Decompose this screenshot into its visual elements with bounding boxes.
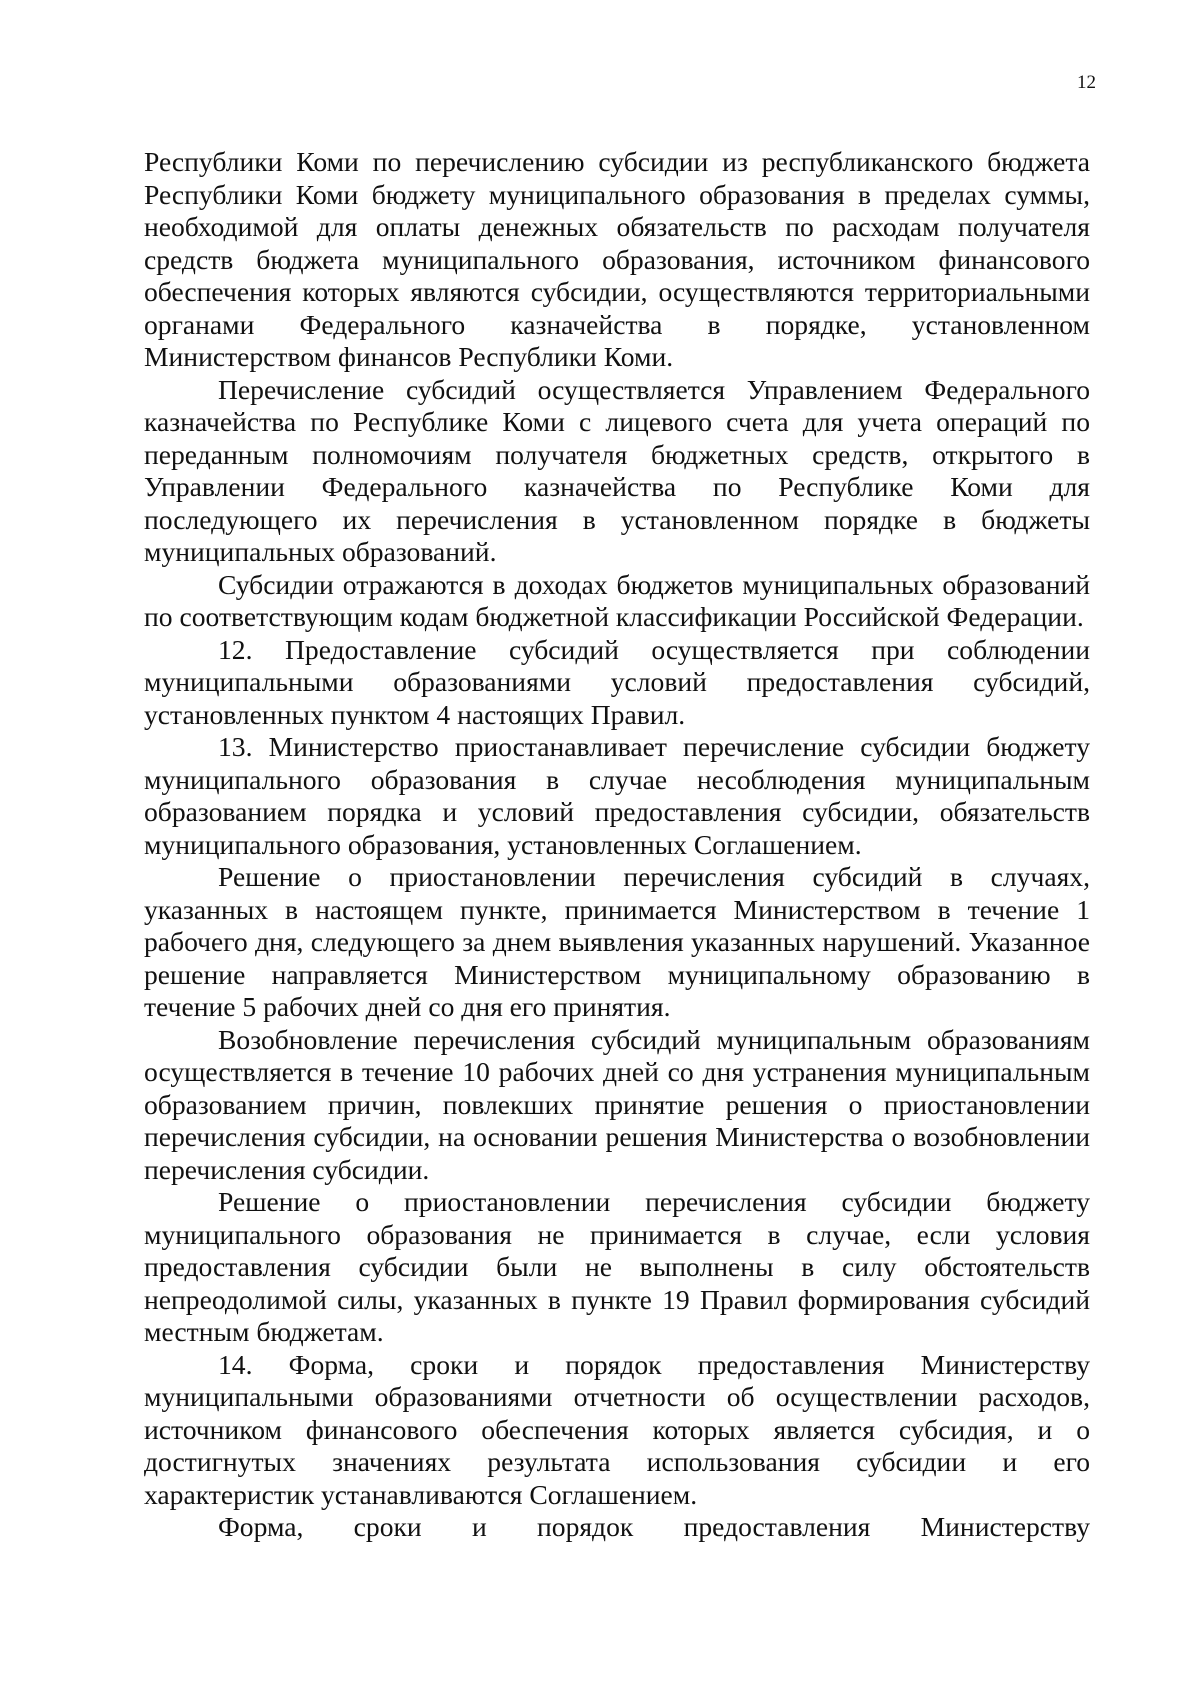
page-number: 12 bbox=[1077, 72, 1096, 93]
paragraph-item-12: 12. Предоставление субсидий осуществляется при соблюдении муниципальными образованиями условий предоставления субсидий, установленных пунктом 4 настоящих Правил. bbox=[144, 633, 1090, 730]
paragraph-resumption: Возобновление перечисления субсидий муниципальным образованиям осуществляется в течение 10 рабочих дней со дня устранения муниципальным образованием причин, повлекших принятие решения о приостановлении перечисления субсидии, на основании решения Министерства о возобновлении перечисления субсидии. bbox=[144, 1023, 1090, 1185]
paragraph-force-majeure: Решение о приостановлении перечисления субсидии бюджету муниципального образования не принимается в случае, если условия предоставления субсидии были не выполнены в силу обстоятельств непреодолимой силы, указанных в пункте 19 Правил формирования субсидий местным бюджетам. bbox=[144, 1186, 1090, 1347]
paragraph-item-13: 13. Министерство приостанавливает перечисление субсидии бюджету муниципального образования в случае несоблюдения муниципальным образованием порядка и условий предоставления субсидии, обязательств муниципального образования, установленных Соглашением. bbox=[144, 731, 1090, 860]
document-body bbox=[144, 146, 1090, 1544]
paragraph-transfer-procedure: Перечисление субсидий осуществляется Управлением Федерального казначейства по Республике Коми с лицевого счета для учета операций по переданным полномочиям получателя бюджетных средств, открытого в Управлении Федерального казначейства по Республике Коми для последующего их перечисления в установленном порядке в бюджеты муниципальных образований. bbox=[144, 373, 1090, 567]
paragraph-item-14: 14. Форма, сроки и порядок предоставления Министерству муниципальными образованиями отчетности об осуществлении расходов, источником финансового обеспечения которых является субсидия, и о достигнутых значениях результата использования субсидии и его характеристик устанавливаются Соглашением. bbox=[144, 1348, 1090, 1510]
paragraph-continuation: Республики Коми по перечислению субсидии из республиканского бюджета Республики Коми бюджету муниципального образования в пределах суммы, необходимой для оплаты денежных обязательств по расходам получателя средств бюджета муниципального образования, источником финансового обеспечения которых являются субсидии, осуществляются территориальными органами Федерального казначейства в порядке, установленном Министерством финансов Республики Коми. bbox=[144, 146, 1090, 372]
paragraph-income-reflection: Субсидии отражаются в доходах бюджетов муниципальных образований по соответствующим кодам бюджетной классификации Российской Федерации. bbox=[144, 568, 1090, 632]
paragraph-reporting-form: Форма, сроки и порядок предоставления Министерству bbox=[218, 1511, 1090, 1542]
paragraph-suspension-decision: Решение о приостановлении перечисления субсидий в случаях, указанных в настоящем пункте, принимается Министерством в течение 1 рабочего дня, следующего за днем выявления указанных нарушений. Указанное решение направляется Министерством муниципальному образованию в течение 5 рабочих дней со дня его принятия. bbox=[144, 861, 1090, 1022]
